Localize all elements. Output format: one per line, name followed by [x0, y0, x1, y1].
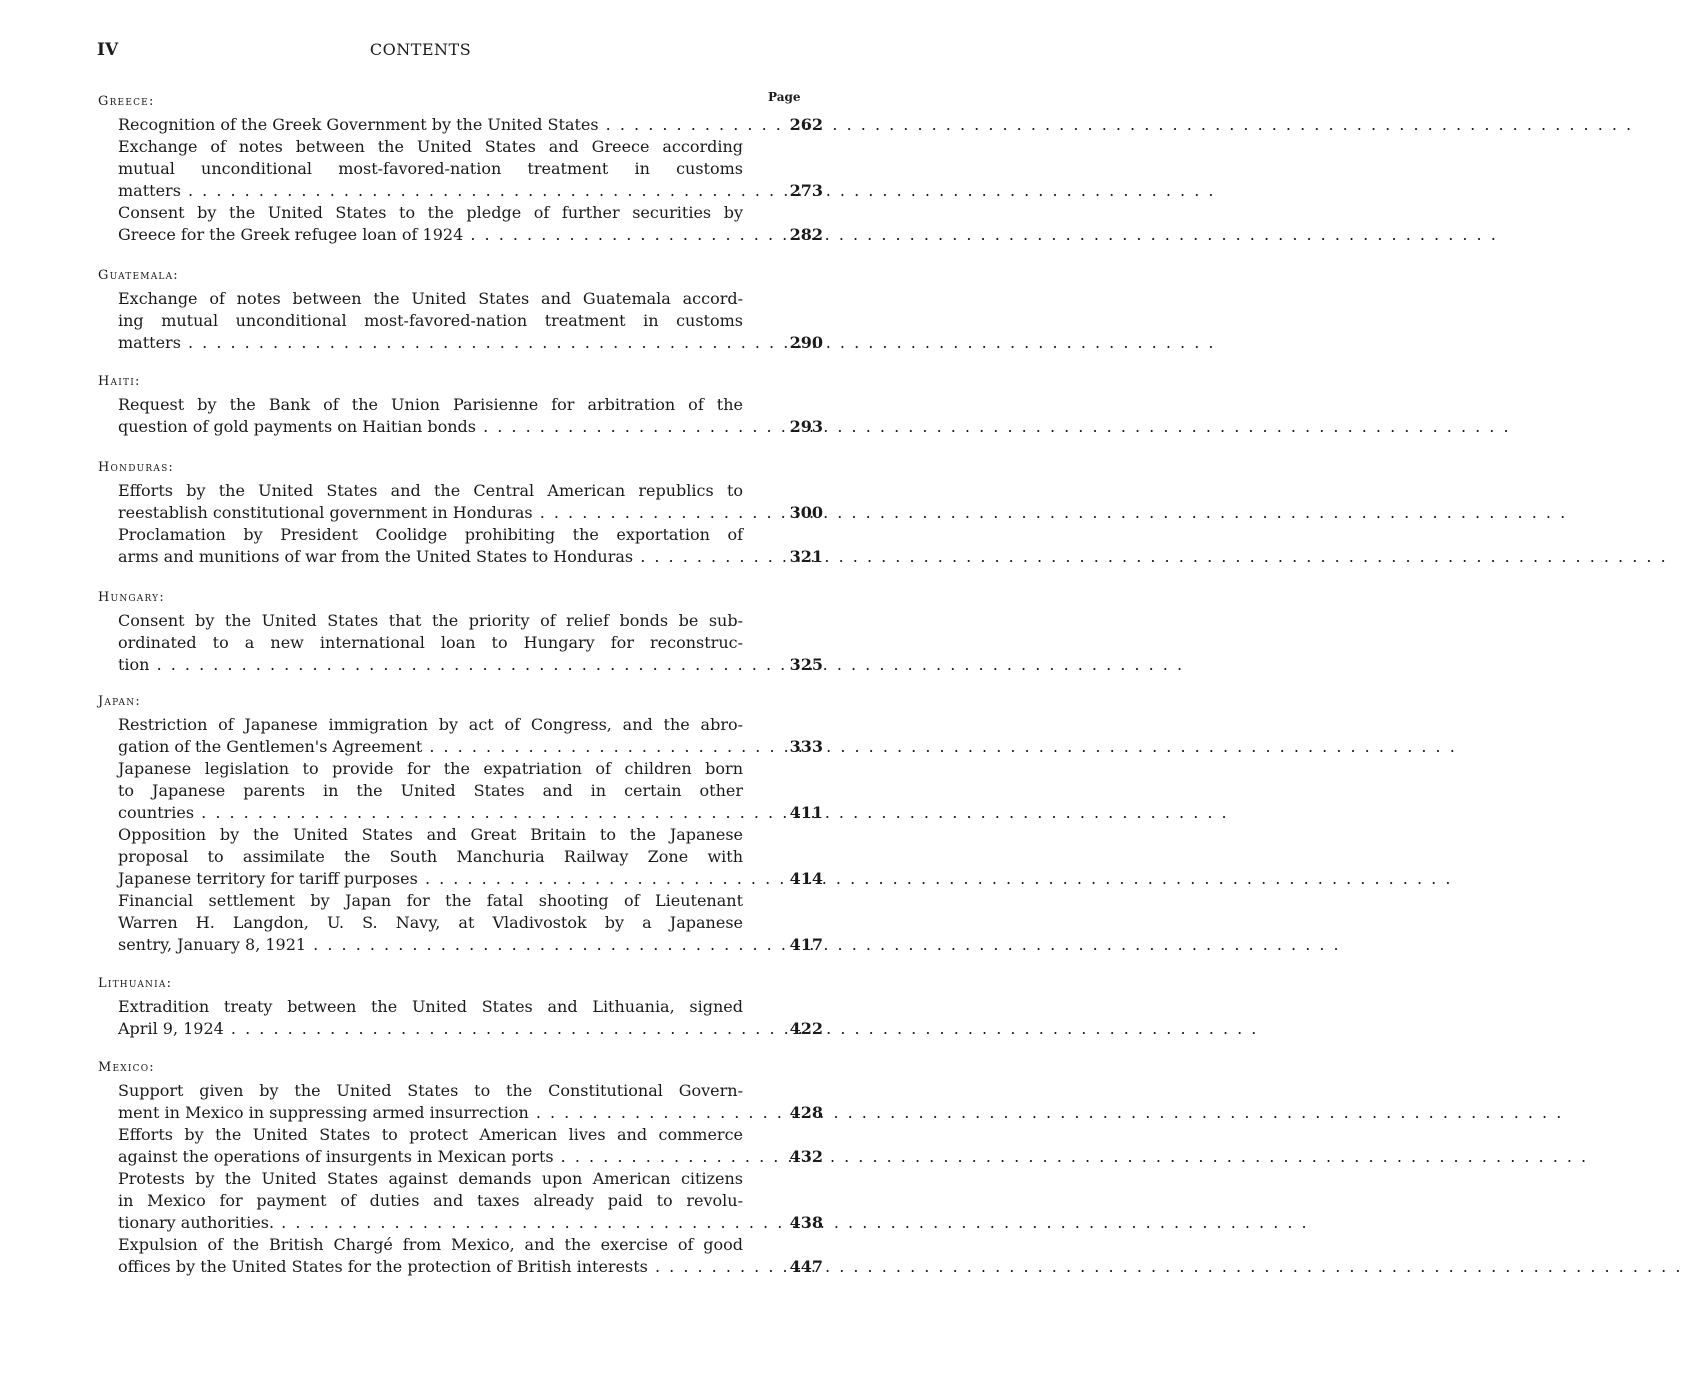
page-number: IV	[97, 40, 119, 60]
toc-entry[interactable]	[118, 202, 823, 246]
entry-page-number: 333	[789, 737, 823, 756]
entry-line: ing mutual unconditional most-favored-nation treatment in customs	[118, 311, 743, 330]
toc-entry[interactable]	[118, 394, 823, 438]
entry-line: sentry, January 8, 1921 . . .	[138, 934, 743, 956]
entry-line: Proclamation by President Coolidge prohibiting the exportation of	[118, 525, 743, 544]
entry-line: Support given by the United States to the Constitutional Govern-	[118, 1081, 743, 1100]
toc-entry[interactable]	[118, 1124, 823, 1168]
entry-line: Extradition treaty between the United States and Lithuania, signed	[118, 997, 743, 1016]
entry-page-number: 282	[789, 225, 823, 244]
toc-section	[98, 372, 823, 438]
toc-entry[interactable]	[118, 114, 823, 136]
page-column-label: Page	[768, 90, 801, 104]
entry-line: question of gold payments on Haitian bonds . . .	[138, 416, 743, 438]
entry-page-number: 411	[789, 803, 823, 822]
entry-line: Japanese legislation to provide for the expatriation of children born	[118, 759, 743, 778]
toc-entry[interactable]	[118, 890, 823, 956]
entry-line: Japanese territory for tariff purposes . . .	[138, 868, 743, 890]
entry-page-number: 273	[789, 181, 823, 200]
toc-section	[98, 92, 823, 246]
toc-section	[98, 692, 823, 956]
entry-line: ordinated to a new international loan to Hungary for reconstruc-	[118, 633, 743, 652]
entry-line: Efforts by the United States to protect American lives and commerce	[118, 1125, 743, 1144]
entry-page-number: 432	[789, 1147, 823, 1166]
toc-entry[interactable]	[118, 288, 823, 354]
entry-page-number: 290	[789, 333, 823, 352]
entry-page-number: 414	[789, 869, 823, 888]
entry-line: Expulsion of the British Chargé from Mexico, and the exercise of good	[118, 1235, 743, 1254]
entry-line: offices by the United States for the protection of British interests . . .	[138, 1256, 743, 1278]
toc-entry[interactable]	[118, 1080, 823, 1124]
entry-page-number: 293	[789, 417, 823, 436]
entry-line: tionary authorities. . . .	[138, 1212, 743, 1234]
entry-page-number: 447	[789, 1257, 823, 1276]
entry-line: Financial settlement by Japan for the fatal shooting of Lieutenant	[118, 891, 743, 910]
entry-line: reestablish constitutional government in Honduras . . .	[138, 502, 743, 524]
entry-page-number: 438	[789, 1213, 823, 1232]
entry-line: Recognition of the Greek Government by the United States . . .	[138, 114, 743, 136]
entry-line: Opposition by the United States and Great Britain to the Japanese	[118, 825, 743, 844]
entry-line: arms and munitions of war from the United States to Honduras . . .	[138, 546, 743, 568]
section-heading: Honduras:	[98, 460, 175, 475]
section-heading: Lithuania:	[98, 976, 173, 991]
toc-entry[interactable]	[118, 480, 823, 524]
section-heading: Greece:	[98, 94, 155, 109]
toc-entry[interactable]	[118, 524, 823, 568]
toc-section	[98, 1058, 823, 1278]
entry-line: Consent by the United States that the priority of relief bonds be sub-	[118, 611, 743, 630]
entry-line: in Mexico for payment of duties and taxes already paid to revolu-	[118, 1191, 743, 1210]
toc-entry[interactable]	[118, 610, 823, 676]
entry-line: proposal to assimilate the South Manchuria Railway Zone with	[118, 847, 743, 866]
entry-page-number: 428	[789, 1103, 823, 1122]
section-heading: Japan:	[98, 694, 141, 709]
entry-line: tion . . .	[138, 654, 743, 676]
section-heading: Haiti:	[98, 374, 141, 389]
entry-page-number: 262	[789, 115, 823, 134]
toc-section	[98, 458, 823, 568]
entry-line: against the operations of insurgents in Mexican ports . . .	[138, 1146, 743, 1168]
entry-page-number: 321	[789, 547, 823, 566]
entry-page-number: 422	[789, 1019, 823, 1038]
entry-page-number: 417	[789, 935, 823, 954]
running-head	[0, 40, 841, 64]
toc-entry[interactable]	[118, 714, 823, 758]
toc-entry[interactable]	[118, 824, 823, 890]
toc-section	[98, 588, 823, 676]
entry-page-number: 325	[789, 655, 823, 674]
entry-line: Efforts by the United States and the Central American republics to	[118, 481, 743, 500]
toc-entry[interactable]	[118, 996, 823, 1040]
toc-section	[98, 266, 823, 354]
entry-line: Request by the Bank of the Union Parisienne for arbitration of the	[118, 395, 743, 414]
entry-line: mutual unconditional most-favored-nation treatment in customs	[118, 159, 743, 178]
section-heading: Mexico:	[98, 1060, 155, 1075]
entry-line: Greece for the Greek refugee loan of 1924 . . .	[138, 224, 743, 246]
toc-entry[interactable]	[118, 1168, 823, 1234]
entry-line: Restriction of Japanese immigration by act of Congress, and the abro-	[118, 715, 743, 734]
entry-page-number: 300	[789, 503, 823, 522]
running-title: CONTENTS	[369, 40, 472, 59]
toc-entry[interactable]	[118, 758, 823, 824]
entry-line: gation of the Gentlemen's Agreement . . .	[138, 736, 743, 758]
section-heading: Guatemala:	[98, 268, 179, 283]
entry-line: Exchange of notes between the United States and Greece according	[118, 137, 743, 156]
entry-line: countries . . .	[138, 802, 743, 824]
entry-line: Protests by the United States against demands upon American citizens	[118, 1169, 743, 1188]
entry-line: ment in Mexico in suppressing armed insurrection . . .	[138, 1102, 743, 1124]
section-heading: Hungary:	[98, 590, 165, 605]
entry-line: Exchange of notes between the United States and Guatemala accord-	[118, 289, 743, 308]
entry-line: matters . . .	[138, 332, 743, 354]
entry-line: Warren H. Langdon, U. S. Navy, at Vladivostok by a Japanese	[118, 913, 743, 932]
toc-entry[interactable]	[118, 1234, 823, 1278]
entry-line: Consent by the United States to the pledge of further securities by	[118, 203, 743, 222]
entry-line: April 9, 1924 . . .	[138, 1018, 743, 1040]
toc-section	[98, 974, 823, 1040]
toc-entry[interactable]	[118, 136, 823, 202]
entry-line: to Japanese parents in the United States and in certain other	[118, 781, 743, 800]
entry-line: matters . . .	[138, 180, 743, 202]
